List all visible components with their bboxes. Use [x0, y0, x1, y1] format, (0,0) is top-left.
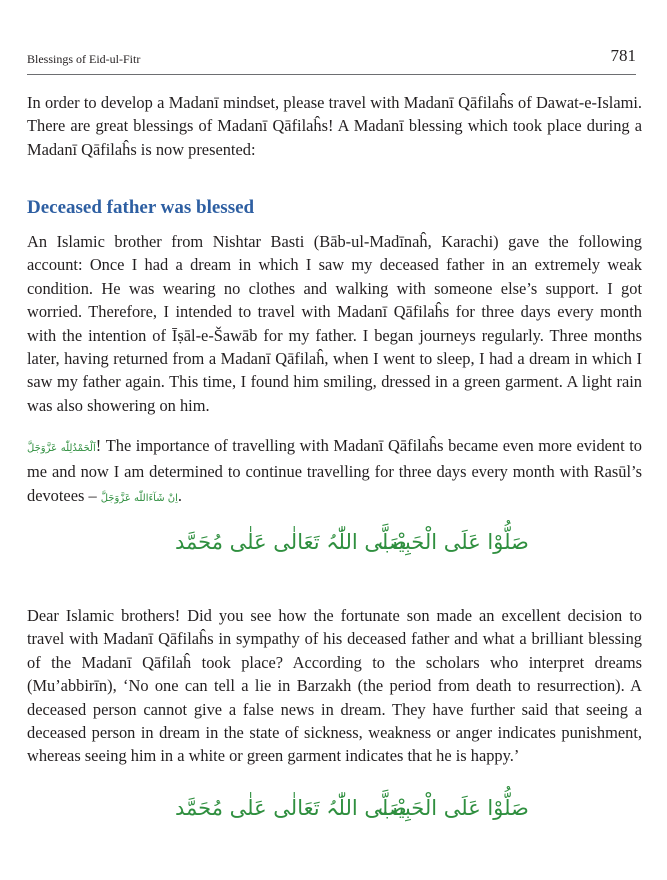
- importance-paragraph: [27, 434, 642, 510]
- alhamdulillah-text: اَلْحَمْدُلِلّٰه عَزَّوَجَلَّ: [27, 443, 96, 454]
- importance-text-2: .: [177, 485, 183, 505]
- closing-paragraph: Dear Islamic brothers! Did you see how the fortunate son made an excellent decision to travel with Madanī Qāfilaĥs in sympathy of his deceased father and what a brilliant blessing of the Madanī Qāfilaĥ took place? According to the scholars who interpret dreams (Mu’abbirīn), ‘No one can tell a lie in Barzakh (the period from death to resurrection). A deceased person cannot give a false news in dream. They have further said that seeing a deceased person in dream in the state of sickness, weakness or anger indicates punishment, whereas seeing him in a white or green garment indicates that he is happy.’: [27, 606, 642, 766]
- section-heading: Deceased father was blessed: [27, 197, 255, 218]
- salat-response-text: صَلَّی اللّٰہُ تَعَالٰی عَلٰی مُحَمَّد: [175, 530, 407, 554]
- intro-paragraph: In order to develop a Madanī mindset, please travel with Madanī Qāfilaĥs of Dawat-e-Islami. There are great blessings of Madanī Qāfilaĥs! A Madanī blessing which took place during a Madanī Qāfilaĥs is now presented:: [27, 93, 642, 159]
- salat-call-text: صَلُّوْا عَلَی الْحَبِیْب: [378, 796, 529, 820]
- importance-text-1: ! The importance of travelling with Madanī Qāfilaĥs became even more evident to me and now I am determined to continue travelling for three days every month with Rasūl’s devotees –: [27, 436, 642, 505]
- insha-allah-text: اِنْ شَآءَاللّٰه عَزَّوَجَلَّ: [100, 492, 178, 504]
- page-number: 781: [610, 46, 636, 65]
- running-title: Blessings of Eid-ul-Fitr: [27, 52, 141, 66]
- page-header: [27, 46, 636, 75]
- story-paragraph: An Islamic brother from Nishtar Basti (Bāb-ul-Madīnaĥ, Karachi) gave the following account: Once I had a dream in which I saw my deceased father in an extremely weak condition. He was wearing no clothes and walking with someone else’s support. I got worried. Therefore, I intended to travel with Madanī Qāfilaĥs for three days every month with the intention of Īṣāl-e-Šawāb for my father. I began journeys regularly. Three months later, having returned from a Madanī Qāfilaĥ, when I went to sleep, I had a dream in which I saw my father again. This time, I found him smiling, dressed in a green garment. A light rain was also showering on him.: [27, 232, 642, 415]
- salat-call-text: صَلُّوْا عَلَی الْحَبِیْب: [378, 530, 529, 554]
- salat-response-text: صَلَّی اللّٰہُ تَعَالٰی عَلٰی مُحَمَّد: [175, 796, 407, 820]
